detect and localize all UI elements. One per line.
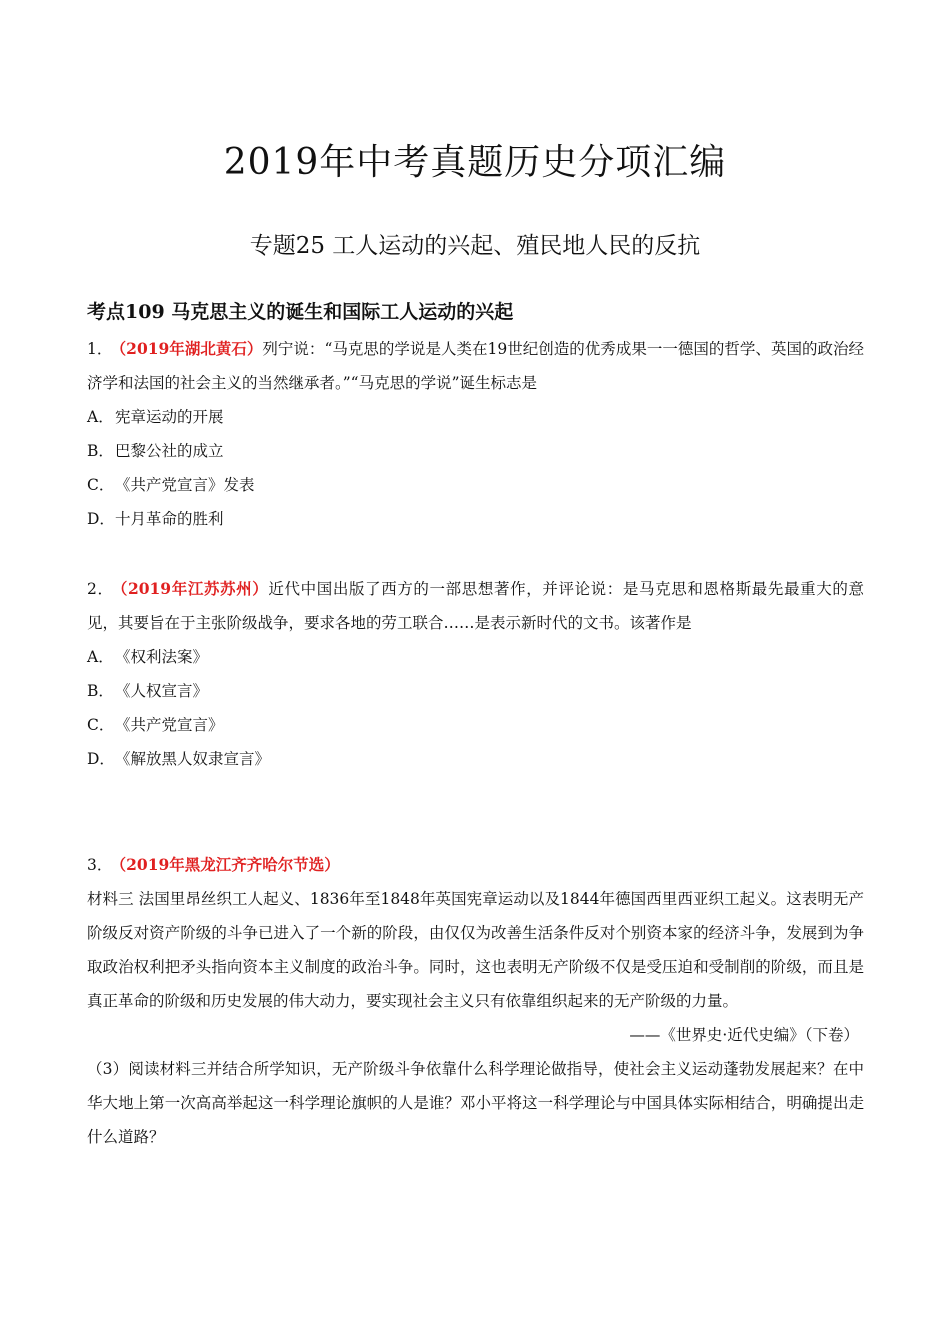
section-heading: 考点109 马克思主义的诞生和国际工人运动的兴起 [87, 301, 514, 323]
option-d: D．《解放黑人奴隶宣言》 [87, 750, 271, 768]
option-b: B．《人权宣言》 [87, 682, 209, 700]
question-source: （2019年湖北黄石） [118, 339, 263, 358]
question-1-stem [87, 332, 864, 400]
page-title: 2019年中考真题历史分项汇编 [223, 142, 727, 183]
sub-question: （3）阅读材料三并结合所学知识，无产阶级斗争依靠什么科学理论做指导，使社会主义运动蓬勃发展起来？在中华大地上第一次高高举起这一科学理论旗帜的人是谁？邓小平将这一科学理论与中国具体实际相结合，明确提出走什么道路？ [87, 1060, 864, 1146]
question-number: 2． [87, 580, 114, 598]
question-source: （2019年黑龙江齐齐哈尔节选） [118, 855, 340, 874]
option-a: A．宪章运动的开展 [87, 408, 224, 426]
question-2-stem [87, 572, 864, 640]
question-3 [87, 848, 864, 1154]
question-1 [87, 332, 864, 536]
question-1-options [87, 400, 864, 536]
question-number: 3． [87, 856, 113, 874]
option-a: A．《权利法案》 [87, 648, 209, 666]
question-text: 列宁说：“马克思的学说是人类在19世纪创造的优秀成果一一德国的哲学、英国的政治经济学和法国的社会主义的当然继承者。”“马克思的学说”诞生标志是 [87, 340, 864, 392]
option-d: D．十月革命的胜利 [87, 510, 224, 528]
option-c: C．《共产党宣言》 [87, 716, 224, 734]
question-3-header [87, 848, 864, 882]
option-c: C．《共产党宣言》发表 [87, 476, 255, 494]
page-subtitle: 专题25 工人运动的兴起、殖民地人民的反抗 [249, 233, 701, 259]
question-2 [87, 572, 864, 776]
question-text: 近代中国出版了西方的一部思想著作，并评论说：是马克思和恩格斯最先最重大的意见，其要旨在于主张阶级战争，要求各地的劳工联合……是表示新时代的文书。该著作是 [87, 580, 864, 632]
material-citation: ——《世界史·近代史编》（下卷） [629, 1026, 859, 1044]
question-2-options [87, 640, 864, 776]
option-b: B．巴黎公社的成立 [87, 442, 224, 460]
material-text: 材料三 法国里昂丝织工人起义、1836年至1848年英国宪章运动以及1844年德国西里西亚织工起义。这表明无产阶级反对资产阶级的斗争已进入了一个新的阶段，由仅仅为改善生活条件反对个别资本家的经济斗争，发展到为争取政治权利把矛头指向资本主义制度的政治斗争。同时，这也表明无产阶级不仅是受压迫和受制削的阶级，而且是真正革命的阶级和历史发展的伟大动力，要实现社会主义只有依靠组织起来的无产阶级的力量。 [87, 890, 864, 1010]
question-number: 1． [87, 340, 113, 358]
question-source: （2019年江苏苏州） [119, 579, 269, 598]
